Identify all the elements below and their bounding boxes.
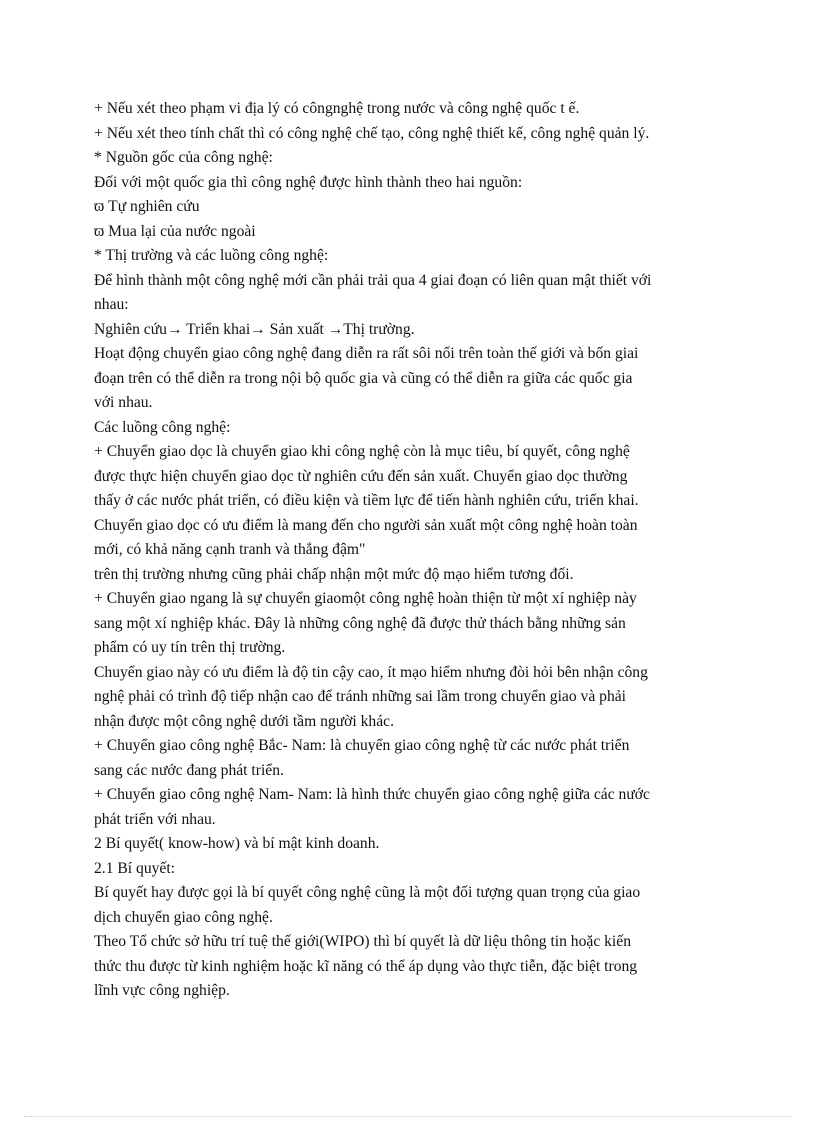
text-line: Theo Tổ chức sở hữu trí tuệ thế giới(WIPO) thì bí quyết là dữ liệu thông tin hoặc kiến: [94, 933, 631, 950]
text-line: + Chuyển giao dọc là chuyển giao khi công nghệ còn là mục tiêu, bí quyết, công nghệ: [94, 443, 630, 460]
text-line: + Nếu xét theo phạm vi địa lý có côngnghệ trong nước và công nghệ quốc t ế.: [94, 100, 580, 117]
section-heading: * Thị trường và các luồng công nghệ:: [94, 247, 329, 264]
section-heading: 2 Bí quyết( know-how) và bí mật kinh doanh.: [94, 835, 380, 852]
page-bottom-divider: [24, 1116, 792, 1117]
text-line: + Chuyển giao ngang là sự chuyển giaomột công nghệ hoàn thiện từ một xí nghiệp này: [94, 590, 637, 607]
text-line: lĩnh vực công nghiệp.: [94, 982, 230, 999]
text-line: Chuyển giao này có ưu điểm là độ tin cậy cao, ít mạo hiểm nhưng đòi hỏi bên nhận công: [94, 663, 648, 681]
text-line: + Nếu xét theo tính chất thì có công nghệ chế tạo, công nghệ thiết kế, công nghệ quản lý.: [94, 124, 650, 142]
text-line: Hoạt động chuyển giao công nghệ đang diễn ra rất sôi nổi trên toàn thế giới và bốn giai: [94, 345, 639, 362]
text-line: nhau:: [94, 296, 129, 313]
text-line: Để hình thành một công nghệ mới cần phải trải qua 4 giai đoạn có liên quan mật thiết với: [94, 271, 652, 289]
section-heading: * Nguồn gốc của công nghệ:: [94, 149, 273, 166]
text-line: sang các nước đang phát triển.: [94, 761, 284, 779]
text-line: sang một xí nghiệp khác. Đây là những công nghệ đã được thử thách bằng những sản: [94, 614, 626, 632]
text-line: + Chuyển giao công nghệ Bắc- Nam: là chuyển giao công nghệ từ các nước phát triển: [94, 737, 630, 754]
text-line: trên thị trường nhưng cũng phải chấp nhận một mức độ mạo hiểm tương đối.: [94, 565, 574, 583]
document-page: [94, 97, 734, 1004]
text-line: đoạn trên có thể diễn ra trong nội bộ quốc gia và cũng có thể diễn ra giữa các quốc gia: [94, 369, 633, 387]
text-line: nghệ phải có trình độ tiếp nhận cao để tránh những sai lầm trong chuyển giao và phải: [94, 688, 626, 705]
text-line: phẩm có uy tín trên thị trường.: [94, 639, 286, 656]
text-line: Bí quyết hay được gọi là bí quyết công nghệ cũng là một đối tượng quan trọng của giao: [94, 884, 641, 901]
text-line: với nhau.: [94, 394, 153, 411]
text-line: nhận được một công nghệ dưới tầm người khác.: [94, 712, 394, 730]
text-line: thấy ở các nước phát triển, có điều kiện và tiềm lực để tiến hành nghiên cứu, triển khai.: [94, 492, 639, 509]
text-line: thức thu được từ kinh nghiệm hoặc kĩ năng có thể áp dụng vào thực tiễn, đặc biệt trong: [94, 957, 638, 975]
text-line: Các luồng công nghệ:: [94, 418, 231, 436]
list-item: ϖ Tự nghiên cứu: [94, 198, 200, 215]
text-line: phát triển với nhau.: [94, 810, 216, 828]
text-line: dịch chuyển giao công nghệ.: [94, 908, 273, 926]
text-line: + Chuyển giao công nghệ Nam- Nam: là hình thức chuyển giao công nghệ giữa các nước: [94, 786, 650, 803]
text-line: được thực hiện chuyển giao dọc từ nghiên cứu đến sản xuất. Chuyển giao dọc thường: [94, 467, 628, 485]
text-line: Chuyển giao dọc có ưu điểm là mang đến cho người sản xuất một công nghệ hoàn toàn: [94, 516, 638, 534]
text-line: Đối với một quốc gia thì công nghệ được hình thành theo hai nguồn:: [94, 173, 523, 191]
text-line: mới, có khả năng cạnh tranh và thắng đậm": [94, 541, 366, 558]
list-item: ϖ Mua lại của nước ngoài: [94, 222, 256, 240]
text-line: Nghiên cứu→ Triển khai→ Sản xuất →Thị trường.: [94, 320, 415, 338]
section-heading: 2.1 Bí quyết:: [94, 859, 175, 877]
